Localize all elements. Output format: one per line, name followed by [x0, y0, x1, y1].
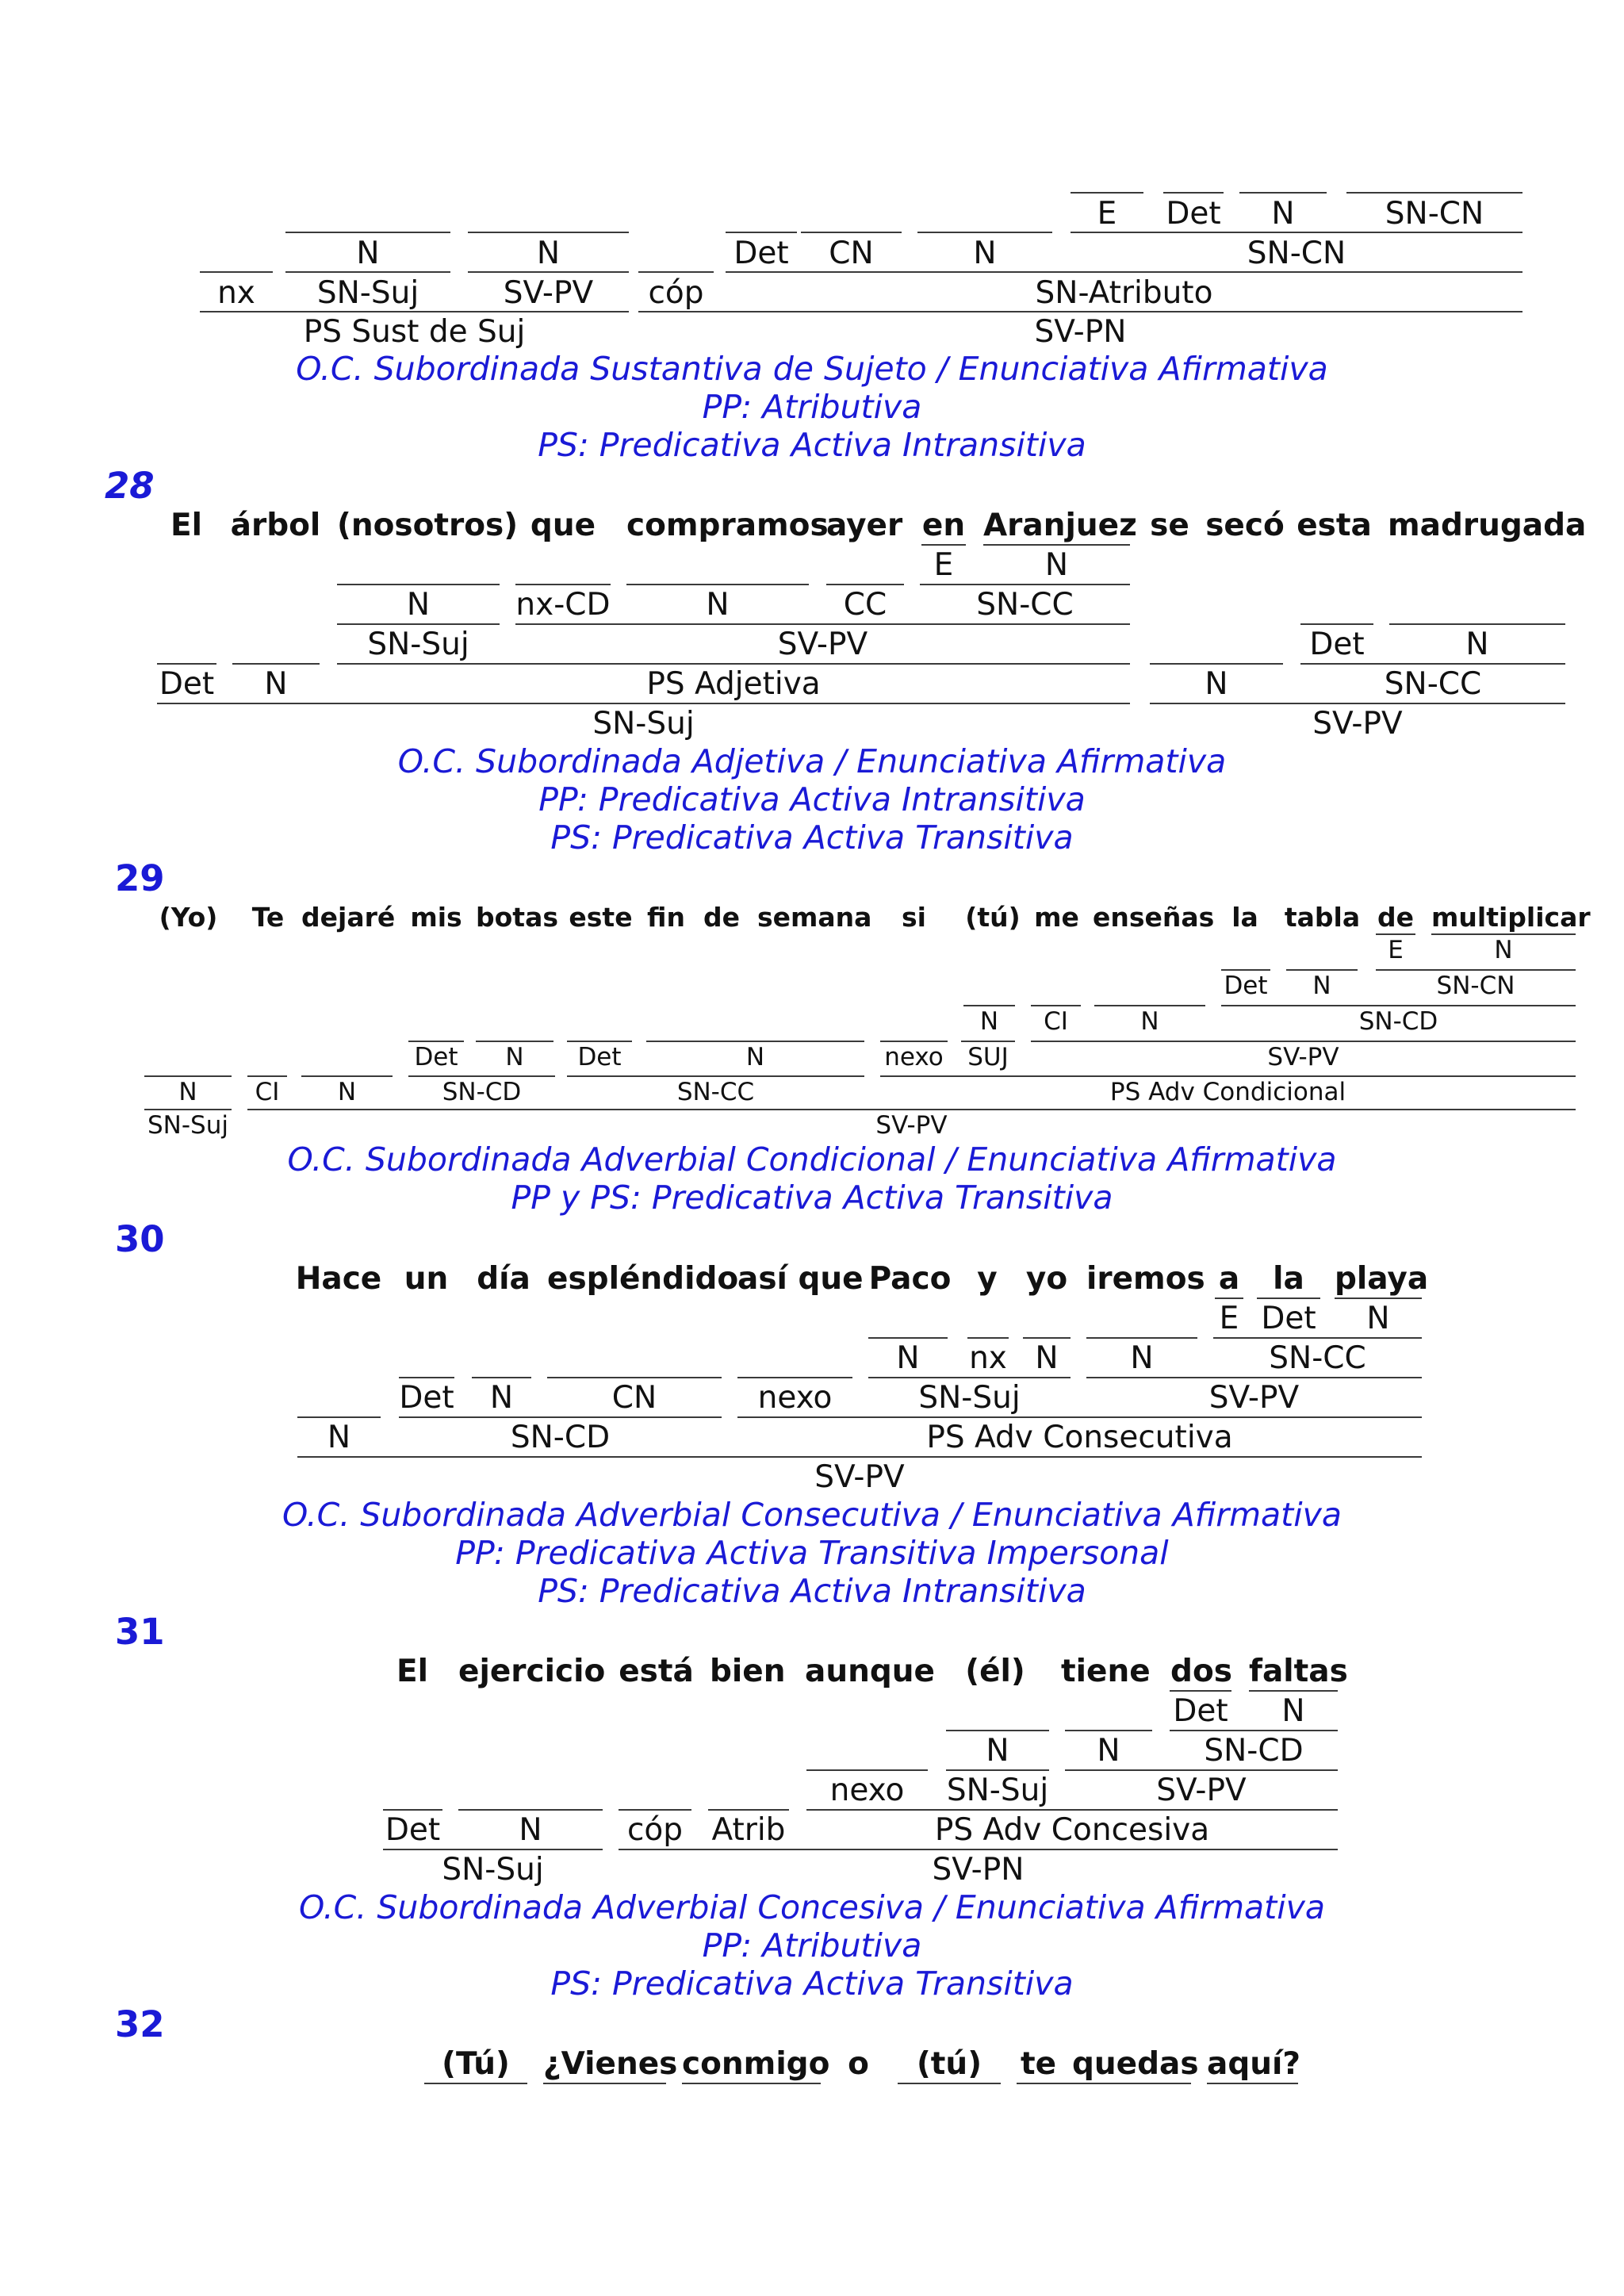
underline [1163, 192, 1224, 194]
underline [826, 584, 904, 585]
analysis-line: O.C. Subordinada Sustantiva de Sujeto / Enunciativa Afirmativa [296, 350, 1328, 388]
underline [917, 232, 1052, 233]
underline [1017, 2083, 1191, 2084]
tree-label: CN [611, 1380, 657, 1416]
sentence-word: está [619, 1654, 694, 1689]
tree-label: Det [414, 1043, 458, 1071]
sentence-word: (nosotros) [337, 508, 519, 543]
sentence-word: (tú) [916, 2046, 982, 2082]
tree-label: N [356, 236, 380, 271]
underline [1071, 192, 1143, 194]
tree-label: SV-PV [814, 1459, 905, 1495]
underline [247, 1075, 287, 1077]
underline [1213, 1337, 1422, 1339]
tree-label: CN [829, 236, 874, 271]
analysis-line: O.C. Subordinada Adjetiva / Enunciativa Afirmativa [397, 742, 1227, 780]
tree-label: SN-Atributo [1035, 275, 1213, 311]
underline [399, 1416, 722, 1418]
tree-label: SN-Suj [918, 1380, 1021, 1416]
underline [567, 1075, 864, 1077]
sentence-word: se [1150, 508, 1189, 543]
tree-label: Det [1166, 196, 1221, 232]
tree-label: Det [577, 1043, 622, 1071]
underline [232, 663, 320, 665]
underline [1286, 969, 1358, 971]
tree-label: SN-CD [1204, 1733, 1304, 1769]
sentence-word: dos [1170, 1654, 1232, 1689]
sentence-word: faltas [1249, 1654, 1348, 1689]
underline [399, 1377, 454, 1378]
underline [144, 1109, 232, 1110]
underline [920, 584, 1130, 585]
tree-label: E [1388, 936, 1404, 964]
underline [983, 544, 1130, 546]
underline [200, 271, 273, 273]
sentence-word: Te [251, 902, 285, 933]
sentence-word: en [921, 508, 966, 543]
sentence-word: semana [757, 902, 872, 933]
sentence-word: aunque [805, 1654, 935, 1689]
tree-label: nx [217, 275, 255, 311]
tree-label: PS Adjetiva [646, 666, 821, 702]
tree-label: N [986, 1733, 1009, 1769]
underline [1031, 1041, 1576, 1042]
analysis-line: O.C. Subordinada Adverbial Concesiva / Enunciativa Afirmativa [298, 1888, 1325, 1926]
underline [297, 1416, 381, 1418]
underline [543, 2083, 666, 2084]
tree-label: N [745, 1043, 765, 1071]
sentence-word: iremos [1086, 1261, 1205, 1297]
underline [868, 1377, 1071, 1378]
underline [1239, 192, 1327, 194]
underline [806, 1769, 928, 1771]
sentence-word: yo [1025, 1261, 1068, 1297]
underline [737, 1377, 852, 1378]
underline [472, 1377, 531, 1378]
underline [408, 1075, 555, 1077]
analysis-line: PP: Atributiva [702, 1926, 922, 1964]
tree-label: SN-CD [442, 1078, 522, 1106]
tree-label: N [264, 666, 288, 702]
tree-label: cóp [626, 1812, 684, 1848]
sentence-word: secó [1205, 508, 1285, 543]
underline [880, 1041, 948, 1042]
sentence-word: la [1273, 1261, 1304, 1297]
tree-label: N [1097, 1733, 1120, 1769]
underline [1150, 703, 1565, 704]
underline [868, 1337, 948, 1339]
underline [408, 1041, 464, 1042]
underline [967, 1337, 1009, 1339]
underline [1150, 663, 1283, 665]
underline [1335, 1297, 1422, 1299]
tree-label: E [1097, 196, 1117, 232]
underline [157, 703, 1130, 704]
analysis-line: PS: Predicativa Activa Intransitiva [538, 1572, 1086, 1610]
tree-label: SN-CN [1247, 236, 1346, 271]
tree-label: Det [385, 1812, 441, 1848]
sentence-word: esta [1297, 508, 1372, 543]
sentence-word: dejaré [301, 902, 396, 933]
underline [301, 1075, 393, 1077]
underline [1300, 663, 1565, 665]
analysis-line: PS: Predicativa Activa Intransitiva [538, 426, 1086, 464]
tree-label: N [1035, 1340, 1059, 1376]
sentence-word: un [404, 1261, 449, 1297]
tree-label: SN-Suj [367, 627, 469, 662]
tree-label: PS Adv Condicional [1109, 1078, 1346, 1106]
underline [337, 663, 1130, 665]
tree-label: SN-CC [1269, 1340, 1366, 1376]
sentence-word: El [170, 508, 202, 543]
tree-label: N [1130, 1340, 1154, 1376]
underline [638, 311, 1522, 312]
tree-label: N [1312, 972, 1331, 1000]
exercise-number: 29 [115, 857, 165, 899]
underline [1215, 1297, 1243, 1299]
sentence-word: ejercicio [458, 1654, 606, 1689]
tree-label: N [979, 1007, 999, 1036]
tree-label: SN-CN [1436, 972, 1515, 1000]
underline [619, 1809, 691, 1811]
tree-label: cóp [648, 275, 704, 311]
analysis-line: PS: Predicativa Activa Transitiva [550, 1964, 1074, 2003]
tree-label: SV-PN [932, 1852, 1025, 1888]
tree-label: SV-PV [1208, 1380, 1300, 1416]
tree-label: SN-CC [1384, 666, 1482, 702]
underline [946, 1730, 1049, 1731]
analysis-line: O.C. Subordinada Adverbial Consecutiva / Enunciativa Afirmativa [282, 1496, 1342, 1534]
underline [1300, 623, 1373, 625]
underline [961, 1041, 1015, 1042]
underline [626, 584, 809, 585]
tree-label: SN-CD [1358, 1007, 1438, 1036]
underline [682, 2083, 821, 2084]
underline [1207, 2083, 1298, 2084]
sentence-word: de [1377, 902, 1414, 933]
sentence-word: fin [647, 902, 685, 933]
underline [1376, 933, 1415, 935]
sentence-word: ayer [826, 508, 903, 543]
sentence-word: (Tú) [442, 2046, 510, 2082]
sentence-word: o [848, 2046, 869, 2082]
tree-label: N [896, 1340, 920, 1376]
underline [1031, 1005, 1081, 1006]
sentence-word: Hace [295, 1261, 382, 1297]
underline [1376, 969, 1576, 971]
underline [619, 1849, 1338, 1850]
tree-label: N [337, 1078, 357, 1106]
sentence-word: botas [476, 902, 558, 933]
tree-label: PS Adv Concesiva [934, 1812, 1210, 1848]
underline [1249, 1690, 1338, 1692]
tree-label: Det [399, 1380, 454, 1416]
sentence-word: Aranjuez [983, 508, 1137, 543]
sentence-word: te [1020, 2046, 1057, 2082]
underline [1170, 1730, 1338, 1731]
tree-label: N [1044, 547, 1069, 583]
sentence-word: quedas [1072, 2046, 1199, 2082]
sentence-word: mis [410, 902, 462, 933]
underline [646, 1041, 864, 1042]
tree-label: SV-PV [1267, 1043, 1339, 1071]
tree-label: N [973, 236, 997, 271]
sentence-word: a [1218, 1261, 1240, 1297]
underline [476, 1041, 553, 1042]
tree-label: N [505, 1043, 524, 1071]
tree-label: N [406, 587, 431, 623]
underline [567, 1041, 632, 1042]
underline [383, 1809, 442, 1811]
tree-label: N [327, 1420, 351, 1455]
tree-label: Det [1173, 1693, 1228, 1729]
underline [468, 232, 629, 233]
underline [1431, 933, 1576, 935]
tree-label: Det [1309, 627, 1365, 662]
sentence-word: espléndido [547, 1261, 739, 1297]
tree-label: SV-PV [1156, 1773, 1247, 1808]
sentence-word: que [530, 508, 596, 543]
tree-label: SN-Suj [946, 1773, 1049, 1808]
underline [1221, 969, 1270, 971]
sentence-word: (Yo) [159, 902, 218, 933]
sentence-word: si [902, 902, 926, 933]
underline [1094, 1005, 1205, 1006]
tree-label: SUJ [967, 1043, 1009, 1071]
analysis-line: PP y PS: Predicativa Activa Transitiva [511, 1179, 1113, 1217]
tree-label: N [178, 1078, 197, 1106]
tree-label: SV-PV [1312, 706, 1403, 742]
tree-label: SN-Suj [316, 275, 419, 311]
tree-label: SV-PV [777, 627, 868, 662]
tree-label: Atrib [711, 1812, 786, 1848]
sentence-word: así que [737, 1261, 864, 1297]
tree-label: Det [159, 666, 215, 702]
underline [144, 1075, 232, 1077]
underline [898, 2083, 1001, 2084]
tree-label: SN-Suj [442, 1852, 544, 1888]
tree-label: SV-PV [875, 1111, 948, 1140]
sentence-word: este [569, 902, 633, 933]
tree-label: nexo [884, 1043, 944, 1071]
tree-label: Det [1224, 972, 1268, 1000]
underline [946, 1769, 1049, 1771]
analysis-line: PP: Predicativa Activa Intransitiva [538, 780, 1086, 818]
tree-label: PS Adv Consecutiva [926, 1420, 1233, 1455]
sentence-word: tabla [1284, 902, 1361, 933]
sentence-word: ¿Vienes [543, 2046, 678, 2082]
tree-label: SN-CN [1385, 196, 1484, 232]
tree-label: nx [969, 1340, 1007, 1376]
underline [1071, 232, 1522, 233]
underline [1065, 1769, 1338, 1771]
underline [547, 1377, 722, 1378]
tree-label: PS Sust de Suj [303, 314, 526, 350]
tree-label: CC [843, 587, 887, 623]
tree-label: N [1465, 627, 1489, 662]
tree-label: N [1281, 1693, 1305, 1729]
tree-label: Det [1261, 1301, 1316, 1336]
tree-label: SN-CC [976, 587, 1074, 623]
underline [285, 232, 450, 233]
tree-label: SV-PV [503, 275, 594, 311]
underline [337, 584, 500, 585]
underline [1170, 1690, 1231, 1692]
sentence-word: multiplicar [1431, 902, 1591, 933]
tree-label: N [1271, 196, 1295, 232]
sentence-word: compramos [626, 508, 829, 543]
tree-label: nexo [757, 1380, 833, 1416]
underline [726, 271, 1522, 273]
underline [806, 1809, 1338, 1811]
underline [801, 232, 902, 233]
underline [285, 271, 450, 273]
sentence-word: (tú) [965, 902, 1021, 933]
underline [424, 2083, 527, 2084]
underline [1346, 192, 1522, 194]
exercise-number: 28 [105, 465, 155, 507]
sentence-word: me [1034, 902, 1079, 933]
sentence-word: la [1231, 902, 1258, 933]
sentence-word: y [977, 1261, 998, 1297]
sentence-word: Paco [868, 1261, 952, 1297]
tree-label: Det [733, 236, 789, 271]
sentence-word: de [703, 902, 740, 933]
tree-label: SN-CC [676, 1078, 755, 1106]
tree-label: N [706, 587, 730, 623]
tree-label: N [489, 1380, 514, 1416]
tree-label: N [1140, 1007, 1159, 1036]
tree-label: CI [255, 1078, 280, 1106]
sentence-word: árbol [230, 508, 321, 543]
underline [708, 1809, 789, 1811]
underline [737, 1416, 1422, 1418]
tree-label: SN-Suj [147, 1111, 228, 1140]
exercise-number: 31 [115, 1611, 165, 1653]
tree-label: E [933, 547, 954, 583]
underline [638, 271, 714, 273]
tree-label: CI [1044, 1007, 1068, 1036]
underline [1065, 1730, 1152, 1731]
exercise-number: 32 [115, 2003, 165, 2045]
underline [515, 584, 611, 585]
underline [468, 271, 629, 273]
sentence-word: madrugada [1388, 508, 1587, 543]
underline [1086, 1337, 1197, 1339]
sentence-word: El [396, 1654, 428, 1689]
underline [963, 1005, 1015, 1006]
tree-label: SN-CD [510, 1420, 611, 1455]
underline [458, 1809, 603, 1811]
tree-label: N [1205, 666, 1228, 702]
underline [1023, 1337, 1071, 1339]
underline [1389, 623, 1565, 625]
underline [1257, 1297, 1320, 1299]
underline [921, 544, 966, 546]
underline [1221, 1005, 1576, 1006]
tree-label: SN-Suj [592, 706, 695, 742]
analysis-line: PS: Predicativa Activa Transitiva [550, 818, 1074, 857]
underline [337, 623, 500, 625]
analysis-line: PP: Predicativa Activa Transitiva Impersonal [455, 1534, 1169, 1572]
analysis-line: PP: Atributiva [702, 388, 922, 426]
sentence-word: día [477, 1261, 530, 1297]
underline [1086, 1377, 1422, 1378]
underline [515, 623, 1130, 625]
underline [383, 1849, 603, 1850]
underline [726, 232, 797, 233]
tree-label: N [536, 236, 561, 271]
sentence-word: playa [1335, 1261, 1429, 1297]
tree-label: N [1366, 1301, 1390, 1336]
tree-label: N [519, 1812, 542, 1848]
underline [297, 1456, 1422, 1458]
sentence-word: bien [710, 1654, 786, 1689]
underline [200, 311, 629, 312]
sentence-word: enseñas [1093, 902, 1215, 933]
underline [880, 1075, 1576, 1077]
tree-label: E [1219, 1301, 1239, 1336]
tree-label: SV-PN [1034, 314, 1127, 350]
underline [247, 1109, 1576, 1110]
underline [157, 663, 216, 665]
sentence-word: aquí? [1207, 2046, 1300, 2082]
tree-label: nexo [829, 1773, 905, 1808]
analysis-line: O.C. Subordinada Adverbial Condicional / Enunciativa Afirmativa [287, 1140, 1337, 1179]
exercise-number: 30 [115, 1218, 165, 1260]
sentence-word: conmigo [682, 2046, 830, 2082]
tree-label: N [1494, 936, 1513, 964]
tree-label: nx-CD [515, 587, 611, 623]
sentence-word: tiene [1061, 1654, 1151, 1689]
sentence-word: (él) [965, 1654, 1025, 1689]
